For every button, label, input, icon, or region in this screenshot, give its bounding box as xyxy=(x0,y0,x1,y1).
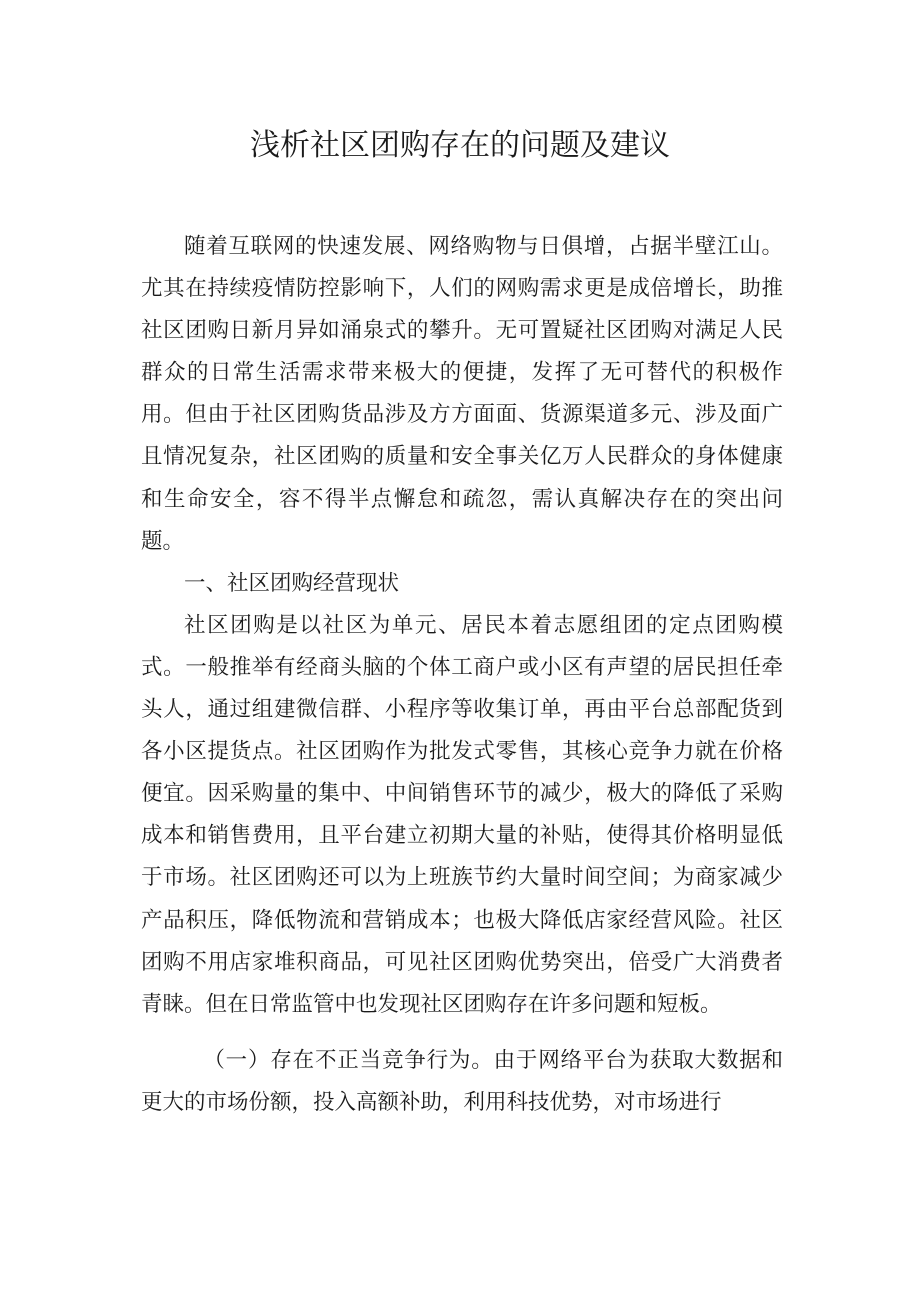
document-body xyxy=(141,226,783,1124)
intro-paragraph: 随着互联网的快速发展、网络购物与日俱增，占据半壁江山。尤其在持续疫情防控影响下，人们的网购需求更是成倍增长，助推社区团购日新月异如涌泉式的攀升。无可置疑社区团购对满足人民群众的日常生活需求带来极大的便捷，发挥了无可替代的积极作用。但由于社区团购货品涉及方方面面、货源渠道多元、涉及面广且情况复杂，社区团购的质量和安全事关亿万人民群众的身体健康和生命安全，容不得半点懈怠和疏忽，需认真解决存在的突出问题。 xyxy=(141,234,783,554)
subsection1-paragraph: （一）存在不正当竞争行为。由于网络平台为获取大数据和更大的市场份额，投入高额补助，利用科技优势，对市场进行 xyxy=(141,1047,783,1115)
section-heading-1: 一、社区团购经营现状 xyxy=(184,570,400,596)
section1-paragraph: 社区团购是以社区为单元、居民本着志愿组团的定点团购模式。一般推举有经商头脑的个体工商户或小区有声望的居民担任牵头人，通过组建微信群、小程序等收集订单，再由平台总部配货到各小区提货点。社区团购作为批发式零售，其核心竞争力就在价格便宜。因采购量的集中、中间销售环节的减少，极大的降低了采购成本和销售费用，且平台建立初期大量的补贴，使得其价格明显低于市场。社区团购还可以为上班族节约大量时间空间；为商家减少产品积压，降低物流和营销成本；也极大降低店家经营风险。社区团购不用店家堆积商品，可见社区团购优势突出，倍受广大消费者青睐。但在日常监管中也发现社区团购存在许多问题和短板。 xyxy=(141,612,783,1017)
document-title: 浅析社区团购存在的问题及建议 xyxy=(250,128,670,163)
